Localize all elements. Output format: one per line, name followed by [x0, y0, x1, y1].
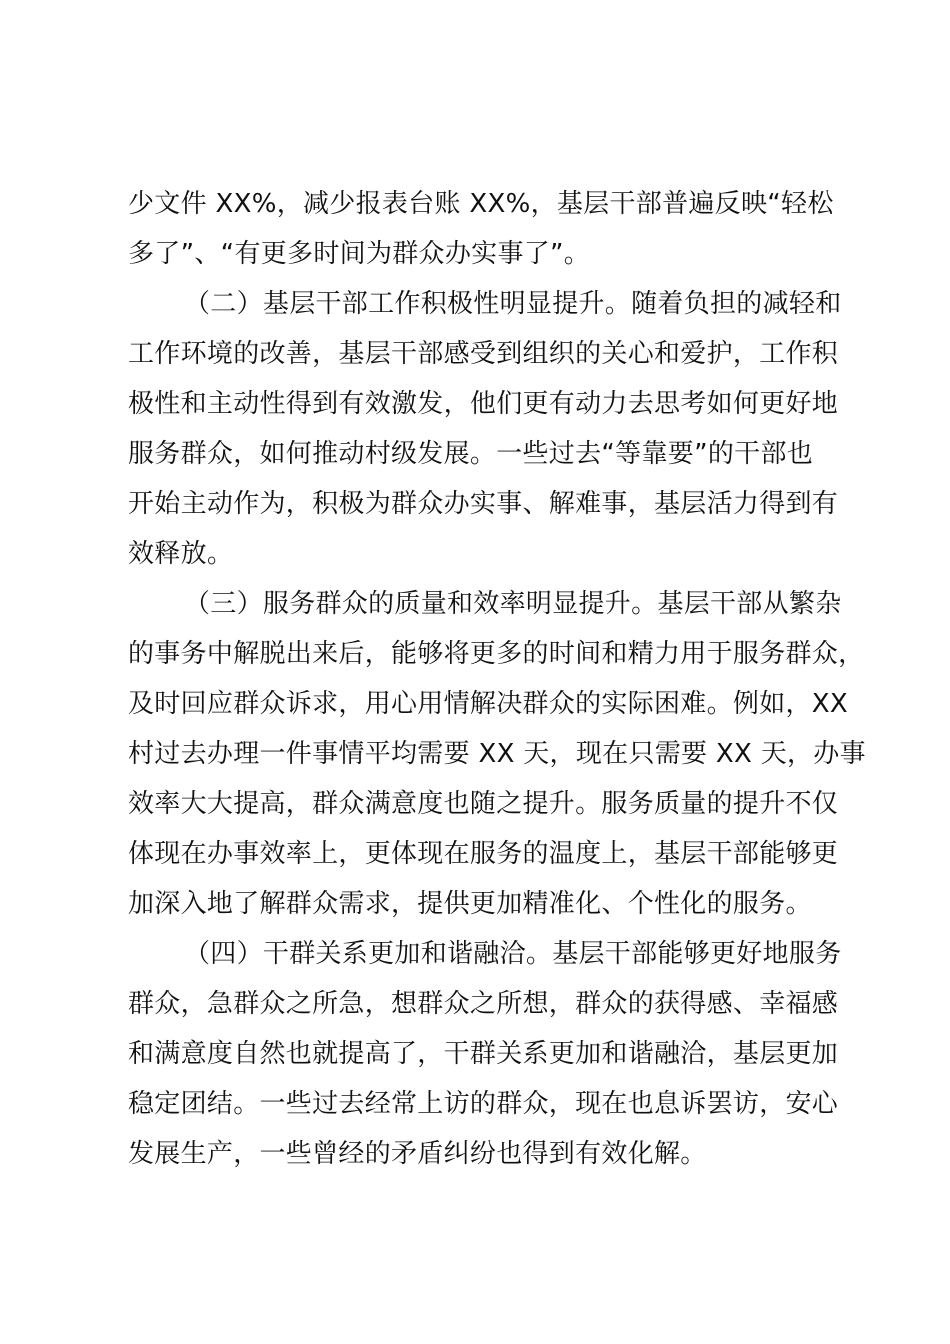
text-line: 加深入地了解群众需求，提供更加精准化、个性化的服务。	[128, 889, 812, 919]
text-line: 多了”、“有更多时间为群众办实事了”。	[128, 239, 591, 269]
text-line: 效率大大提高，群众满意度也随之提升。服务质量的提升不仅	[128, 789, 839, 819]
section-heading-line: （二）基层干部工作积极性明显提升。随着负担的减轻和	[184, 289, 842, 319]
text-line: 少文件 XX%，减少报表台账 XX%，基层干部普遍反映“轻松	[128, 189, 834, 219]
body-text	[128, 179, 866, 1179]
text-line: 效释放。	[128, 539, 234, 569]
text-line: 稳定团结。一些过去经常上访的群众，现在也息诉罢访，安心	[128, 1089, 839, 1119]
text-line: 及时回应群众诉求，用心用情解决群众的实际困难。例如，XX	[128, 689, 849, 719]
text-line: 极性和主动性得到有效激发，他们更有动力去思考如何更好地	[128, 389, 839, 419]
text-line: 发展生产，一些曾经的矛盾纠纷也得到有效化解。	[128, 1139, 707, 1169]
text-line: 体现在办事效率上，更体现在服务的温度上，基层干部能够更	[128, 839, 839, 869]
text-line: 服务群众，如何推动村级发展。一些过去“等靠要”的干部也	[128, 439, 814, 469]
text-line: 群众，急群众之所急，想群众之所想，群众的获得感、幸福感	[128, 989, 839, 1019]
text-line: 的事务中解脱出来后，能够将更多的时间和精力用于服务群众，	[128, 639, 865, 669]
text-line: 和满意度自然也就提高了，干群关系更加和谐融洽，基层更加	[128, 1039, 839, 1069]
text-line: 工作环境的改善，基层干部感受到组织的关心和爱护，工作积	[128, 339, 839, 369]
text-line: 村过去办理一件事情平均需要 XX 天，现在只需要 XX 天，办事	[128, 739, 866, 769]
text-line: 开始主动作为，积极为群众办实事、解难事，基层活力得到有	[128, 489, 839, 519]
section-heading-line: （三）服务群众的质量和效率明显提升。基层干部从繁杂	[184, 589, 842, 619]
section-heading-line: （四）干群关系更加和谐融洽。基层干部能够更好地服务	[184, 939, 842, 969]
